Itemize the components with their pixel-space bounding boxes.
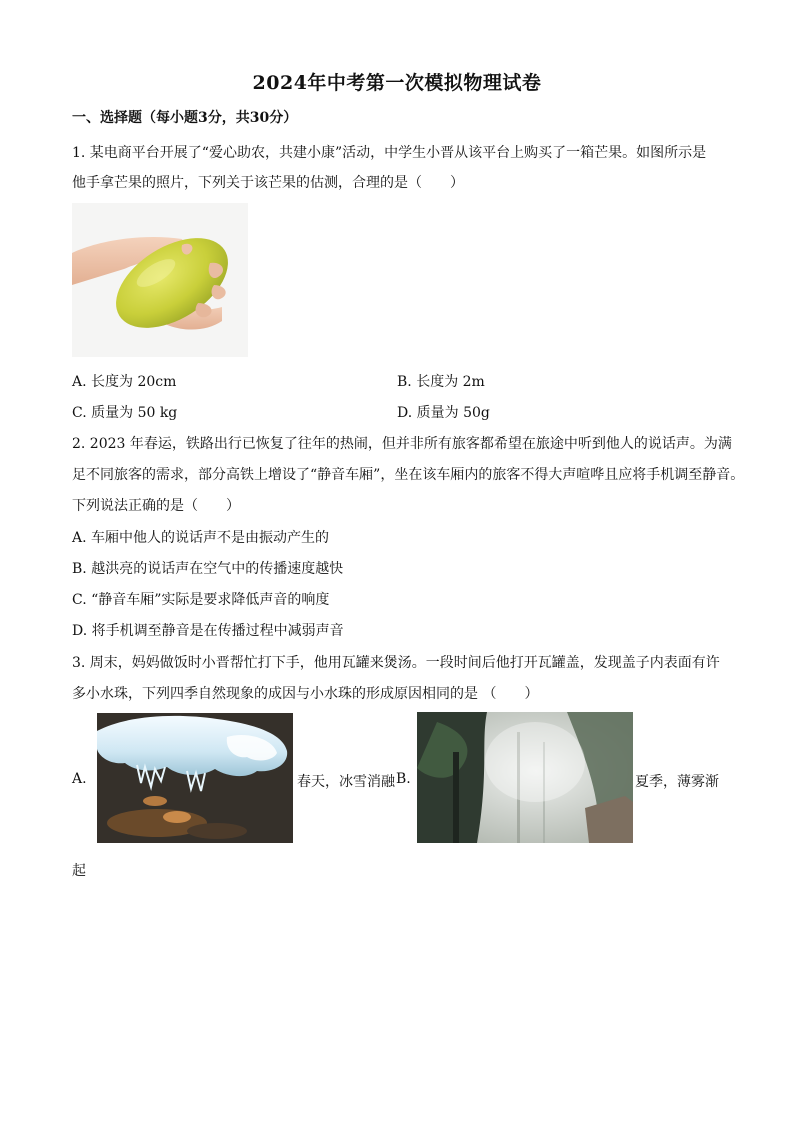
q1-option-d: D. 质量为 50g <box>397 405 490 421</box>
q2-stem-line3: 下列说法正确的是（ ） <box>72 498 240 514</box>
q1-option-a: A. 长度为 20cm <box>72 374 177 390</box>
page-title: 2024年中考第一次模拟物理试卷 <box>252 72 542 94</box>
q2-option-a: A. 车厢中他人的说话声不是由振动产生的 <box>72 530 330 546</box>
q2-stem-line1: 2. 2023 年春运，铁路出行已恢复了往年的热闹，但并非所有旅客都希望在旅途中听到他人的说话声。为满 <box>72 436 732 452</box>
q1-option-c: C. 质量为 50 kg <box>72 405 178 421</box>
q1-option-b: B. 长度为 2m <box>397 374 485 390</box>
q2-option-b: B. 越洪亮的说话声在空气中的传播速度越快 <box>72 561 344 577</box>
q2-stem-line2: 足不同旅客的需求，部分高铁上增设了“静音车厢”，坐在该车厢内的旅客不得大声喧哗且应将手机调至静音。 <box>72 467 745 483</box>
mango-hand-photo <box>72 203 248 357</box>
q1-stem-line2: 他手拿芒果的照片，下列关于该芒果的估测，合理的是（ ） <box>72 175 464 191</box>
q3-option-a-label: A. <box>72 771 87 787</box>
q3-option-b-text: 夏季，薄雾渐 <box>635 774 719 790</box>
q3-option-a-text: 春天，冰雪消融 <box>297 774 395 790</box>
q3-stem-line2: 多小水珠，下列四季自然现象的成因与小水珠的形成原因相同的是 （ ） <box>72 686 539 702</box>
q3-stem-line1: 3. 周末，妈妈做饭时小晋帮忙打下手，他用瓦罐来煲汤。一段时间后他打开瓦罐盖，发现盖子内表面有许 <box>72 655 720 671</box>
q1-stem-line1: 1. 某电商平台开展了“爱心助农，共建小康”活动，中学生小晋从该平台上购买了一箱芒果。如图所示是 <box>72 145 707 161</box>
melting-ice-illustration <box>97 713 293 843</box>
section-heading: 一、选择题（每小题3分，共30分） <box>72 110 298 126</box>
foggy-forest-photo <box>417 712 633 843</box>
q3-option-b-text-wrap: 起 <box>72 863 86 879</box>
q2-option-c: C. “静音车厢”实际是要求降低声音的响度 <box>72 592 330 608</box>
mango-hand-illustration <box>72 203 248 357</box>
q2-option-d: D. 将手机调至静音是在传播过程中减弱声音 <box>72 623 344 639</box>
q3-option-b-label: B. <box>396 771 411 787</box>
melting-ice-photo <box>97 713 293 843</box>
foggy-forest-illustration <box>417 712 633 843</box>
